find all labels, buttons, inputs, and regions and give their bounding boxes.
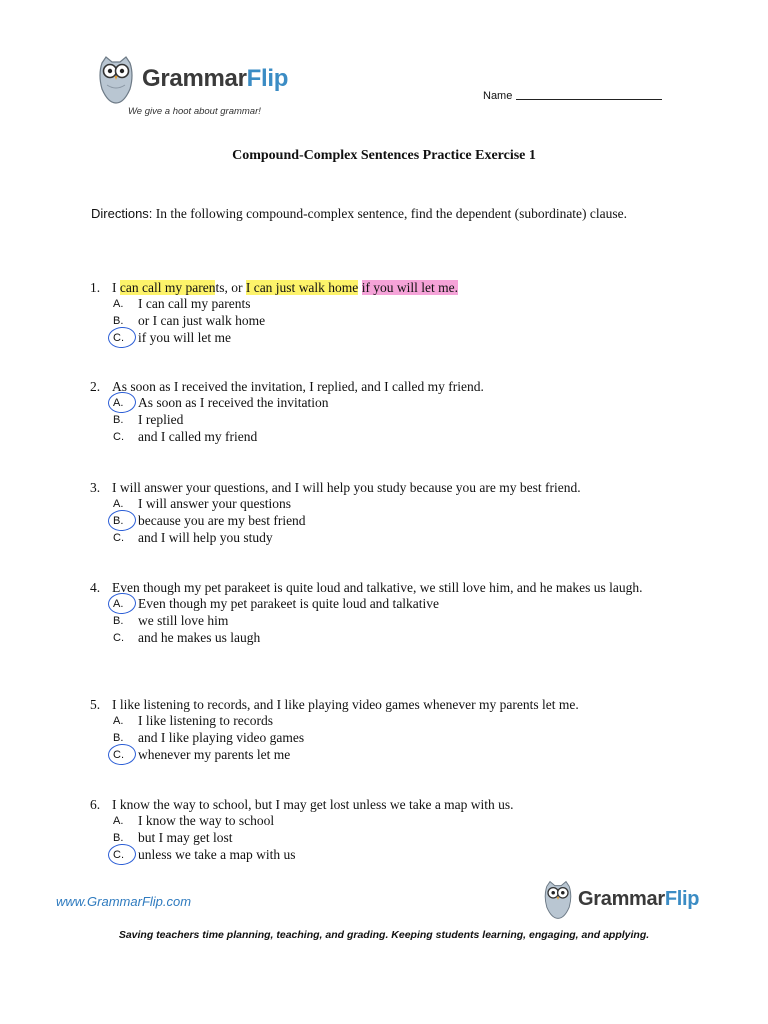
question-3 bbox=[90, 479, 690, 546]
option-text: I like listening to records bbox=[138, 713, 273, 728]
option-text: and I will help you study bbox=[138, 529, 273, 545]
stem-text: I like listening to records, and I like playing video games whenever my parents let me. bbox=[112, 697, 579, 712]
brand-part-grammar: Grammar bbox=[142, 65, 247, 92]
option-text: unless we take a map with us bbox=[138, 846, 296, 862]
footer-tagline: Saving teachers time planning, teaching, and grading. Keeping students learning, engaging, and applying. bbox=[118, 929, 650, 941]
option-text: I will answer your questions bbox=[138, 496, 291, 511]
logo-tagline: We give a hoot about grammar! bbox=[128, 106, 261, 117]
option-text: As soon as I received the invitation bbox=[138, 395, 329, 410]
answer-option[interactable] bbox=[90, 847, 690, 864]
answer-option[interactable] bbox=[90, 395, 690, 412]
option-letter: B. bbox=[113, 731, 124, 744]
question-2 bbox=[90, 378, 690, 445]
answer-option[interactable] bbox=[90, 513, 690, 530]
option-text: I know the way to school bbox=[138, 813, 275, 828]
option-text: I replied bbox=[138, 411, 184, 427]
directions bbox=[91, 205, 691, 222]
question-stem bbox=[90, 479, 690, 496]
circled-option-letter: A. bbox=[113, 395, 123, 412]
answer-option[interactable] bbox=[90, 296, 690, 313]
option-letter: B. bbox=[113, 831, 124, 844]
circled-option-letter: C. bbox=[113, 747, 124, 764]
question-number: 4. bbox=[90, 580, 101, 595]
directions-lead: Directions: bbox=[91, 206, 153, 221]
question-number: 1. bbox=[90, 280, 101, 295]
question-6 bbox=[90, 796, 690, 863]
question-number: 6. bbox=[90, 797, 101, 812]
highlight-yellow: I can just walk home bbox=[245, 280, 359, 295]
question-5 bbox=[90, 696, 690, 763]
name-field[interactable] bbox=[483, 88, 662, 102]
option-text: and he makes us laugh bbox=[138, 629, 261, 645]
name-label: Name bbox=[483, 90, 513, 102]
question-stem bbox=[90, 279, 690, 296]
option-text: or I can just walk home bbox=[138, 312, 266, 328]
answer-option[interactable] bbox=[90, 830, 690, 847]
answer-option[interactable] bbox=[90, 330, 690, 347]
answer-option[interactable] bbox=[90, 713, 690, 730]
question-stem bbox=[90, 579, 690, 596]
option-letter: A. bbox=[113, 498, 124, 510]
stem-text: I will answer your questions, and I will help you study because you are my best friend. bbox=[112, 480, 581, 495]
owl-icon bbox=[96, 55, 136, 105]
page-title: Compound-Complex Sentences Practice Exercise 1 bbox=[232, 148, 536, 163]
question-4 bbox=[90, 579, 690, 646]
circled-option-letter: B. bbox=[113, 513, 123, 530]
question-stem bbox=[90, 796, 690, 813]
brand-wordmark bbox=[142, 65, 288, 93]
name-blank-line bbox=[516, 88, 662, 100]
option-letter: B. bbox=[113, 413, 124, 426]
option-text: we still love him bbox=[138, 612, 229, 628]
answer-option[interactable] bbox=[90, 596, 690, 613]
option-text: but I may get lost bbox=[138, 829, 233, 845]
question-stem bbox=[90, 378, 690, 395]
option-letter: B. bbox=[113, 614, 124, 627]
stem-text: As soon as I received the invitation, I replied, and I called my friend. bbox=[112, 379, 484, 394]
directions-text: In the following compound-complex sentence, find the dependent (subordinate) clause. bbox=[155, 206, 628, 221]
stem-part: ts, or bbox=[215, 280, 246, 295]
brand-part-grammar: Grammar bbox=[578, 888, 665, 910]
option-letter: C. bbox=[113, 631, 124, 644]
stem-text: I know the way to school, but I may get lost unless we take a map with us. bbox=[112, 797, 514, 812]
circled-option-letter: A. bbox=[113, 596, 123, 613]
option-text: whenever my parents let me bbox=[138, 746, 291, 762]
option-text: because you are my best friend bbox=[138, 512, 306, 528]
option-letter: A. bbox=[113, 815, 124, 827]
answer-option[interactable] bbox=[90, 613, 690, 630]
highlight-pink: if you will let me. bbox=[361, 280, 459, 295]
option-letter: B. bbox=[113, 314, 124, 327]
circled-option-letter: C. bbox=[113, 330, 124, 347]
brand-part-flip: Flip bbox=[664, 888, 700, 910]
answer-option[interactable] bbox=[90, 630, 690, 647]
grammarflip-logo bbox=[96, 55, 296, 115]
option-text: Even though my pet parakeet is quite loud and talkative bbox=[138, 596, 440, 611]
brand-wordmark bbox=[578, 888, 699, 911]
question-number: 2. bbox=[90, 379, 101, 394]
answer-option[interactable] bbox=[90, 412, 690, 429]
answer-option[interactable] bbox=[90, 429, 690, 446]
stem-part: I bbox=[112, 280, 120, 295]
answer-option[interactable] bbox=[90, 313, 690, 330]
answer-option[interactable] bbox=[90, 747, 690, 764]
answer-option[interactable] bbox=[90, 530, 690, 547]
option-letter: C. bbox=[113, 531, 124, 544]
option-text: I can call my parents bbox=[138, 296, 251, 311]
question-number: 3. bbox=[90, 480, 101, 495]
circled-option-letter: C. bbox=[113, 847, 124, 864]
footer-grammarflip-logo bbox=[542, 880, 702, 925]
answer-option[interactable] bbox=[90, 730, 690, 747]
brand-part-flip: Flip bbox=[246, 65, 289, 92]
option-letter: C. bbox=[113, 430, 124, 443]
answer-option[interactable] bbox=[90, 496, 690, 513]
question-stem bbox=[90, 696, 690, 713]
owl-icon bbox=[542, 880, 574, 920]
option-letter: A. bbox=[113, 298, 124, 310]
answer-option[interactable] bbox=[90, 813, 690, 830]
option-letter: A. bbox=[113, 715, 124, 727]
option-text: and I like playing video games bbox=[138, 729, 305, 745]
highlight-yellow: can call my paren bbox=[119, 280, 216, 295]
question-number: 5. bbox=[90, 697, 101, 712]
stem-text: Even though my pet parakeet is quite loud and talkative, we still love him, and he makes us laugh. bbox=[112, 580, 643, 595]
question-1 bbox=[90, 279, 690, 346]
option-text: and I called my friend bbox=[138, 428, 258, 444]
option-text: if you will let me bbox=[138, 329, 231, 345]
footer-website-link[interactable]: www.GrammarFlip.com bbox=[56, 894, 192, 909]
